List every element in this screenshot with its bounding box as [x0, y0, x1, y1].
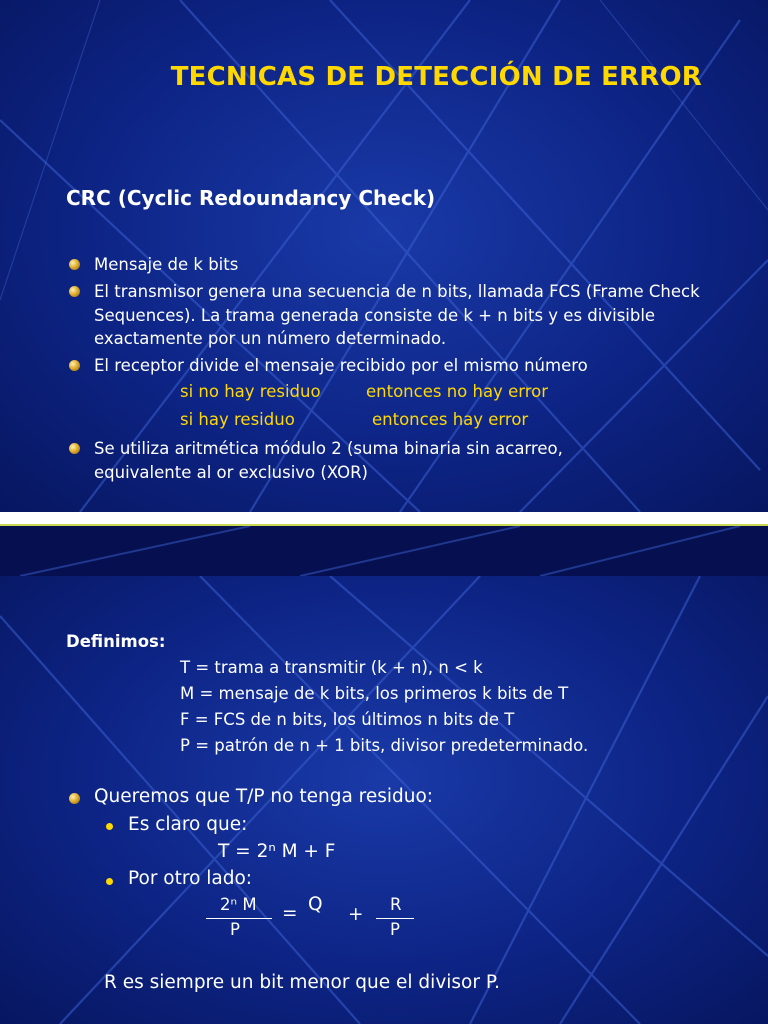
crc-subtitle: CRC (Cyclic Redoundancy Check) [66, 186, 436, 210]
bullet-item: Mensaje de k bits [94, 253, 714, 277]
sub-bullet-icon [106, 823, 113, 830]
slide-title: TECNICAS DE DETECCIÓN DE ERROR [170, 62, 702, 92]
bullet-icon [69, 443, 80, 454]
bullet-icon [69, 360, 80, 371]
fraction-numerator: R [390, 895, 402, 914]
condition-right: entonces hay error [372, 410, 529, 429]
definition-line: P = patrón de n + 1 bits, divisor predeterminado. [180, 736, 589, 755]
fraction-denominator: P [230, 920, 240, 939]
bullet-item: El receptor divide el mensaje recibido por el mismo número [94, 354, 714, 378]
fraction-bar [376, 918, 414, 919]
bullet-item: Se utiliza aritmética módulo 2 (suma binaria sin acarreo, equivalente al or exclusivo (XOR) [94, 437, 654, 484]
definition-line: F = FCS de n bits, los últimos n bits de T [180, 710, 515, 729]
bullet-icon [69, 259, 80, 270]
condition-left: si no hay residuo [180, 382, 321, 401]
condition-left: si hay residuo [180, 410, 295, 429]
footer-note: R es siempre un bit menor que el divisor P. [104, 972, 501, 993]
bullet-icon [69, 286, 80, 297]
definition-line: M = mensaje de k bits, los primeros k bits de T [180, 684, 569, 703]
definitions-heading: Definimos: [66, 632, 166, 651]
fraction-bar [206, 918, 272, 919]
sub-bullet-text: Es claro que: [128, 814, 248, 835]
equation-t: T = 2ⁿ M + F [218, 841, 336, 862]
plus-sign: + [348, 904, 364, 925]
bullet-item: Queremos que T/P no tenga residuo: [94, 786, 433, 807]
equals-sign: = [282, 903, 298, 924]
definition-line: T = trama a transmitir (k + n), n < k [180, 658, 483, 677]
bullet-item: El transmisor genera una secuencia de n bits, llamada FCS (Frame Check Sequences). La trama generada consiste de k + n bits y es divisible exactamente por un número determinado. [94, 280, 714, 351]
divider-line [0, 524, 768, 526]
quotient-q: Q [308, 894, 323, 915]
fraction-numerator: 2ⁿ M [220, 895, 257, 914]
condition-right: entonces no hay error [366, 382, 549, 401]
sub-bullet-text: Por otro lado: [128, 868, 253, 889]
fraction-denominator: P [390, 920, 400, 939]
sub-bullet-icon [106, 878, 113, 885]
divider-band [0, 526, 768, 576]
bullet-icon [69, 793, 80, 804]
